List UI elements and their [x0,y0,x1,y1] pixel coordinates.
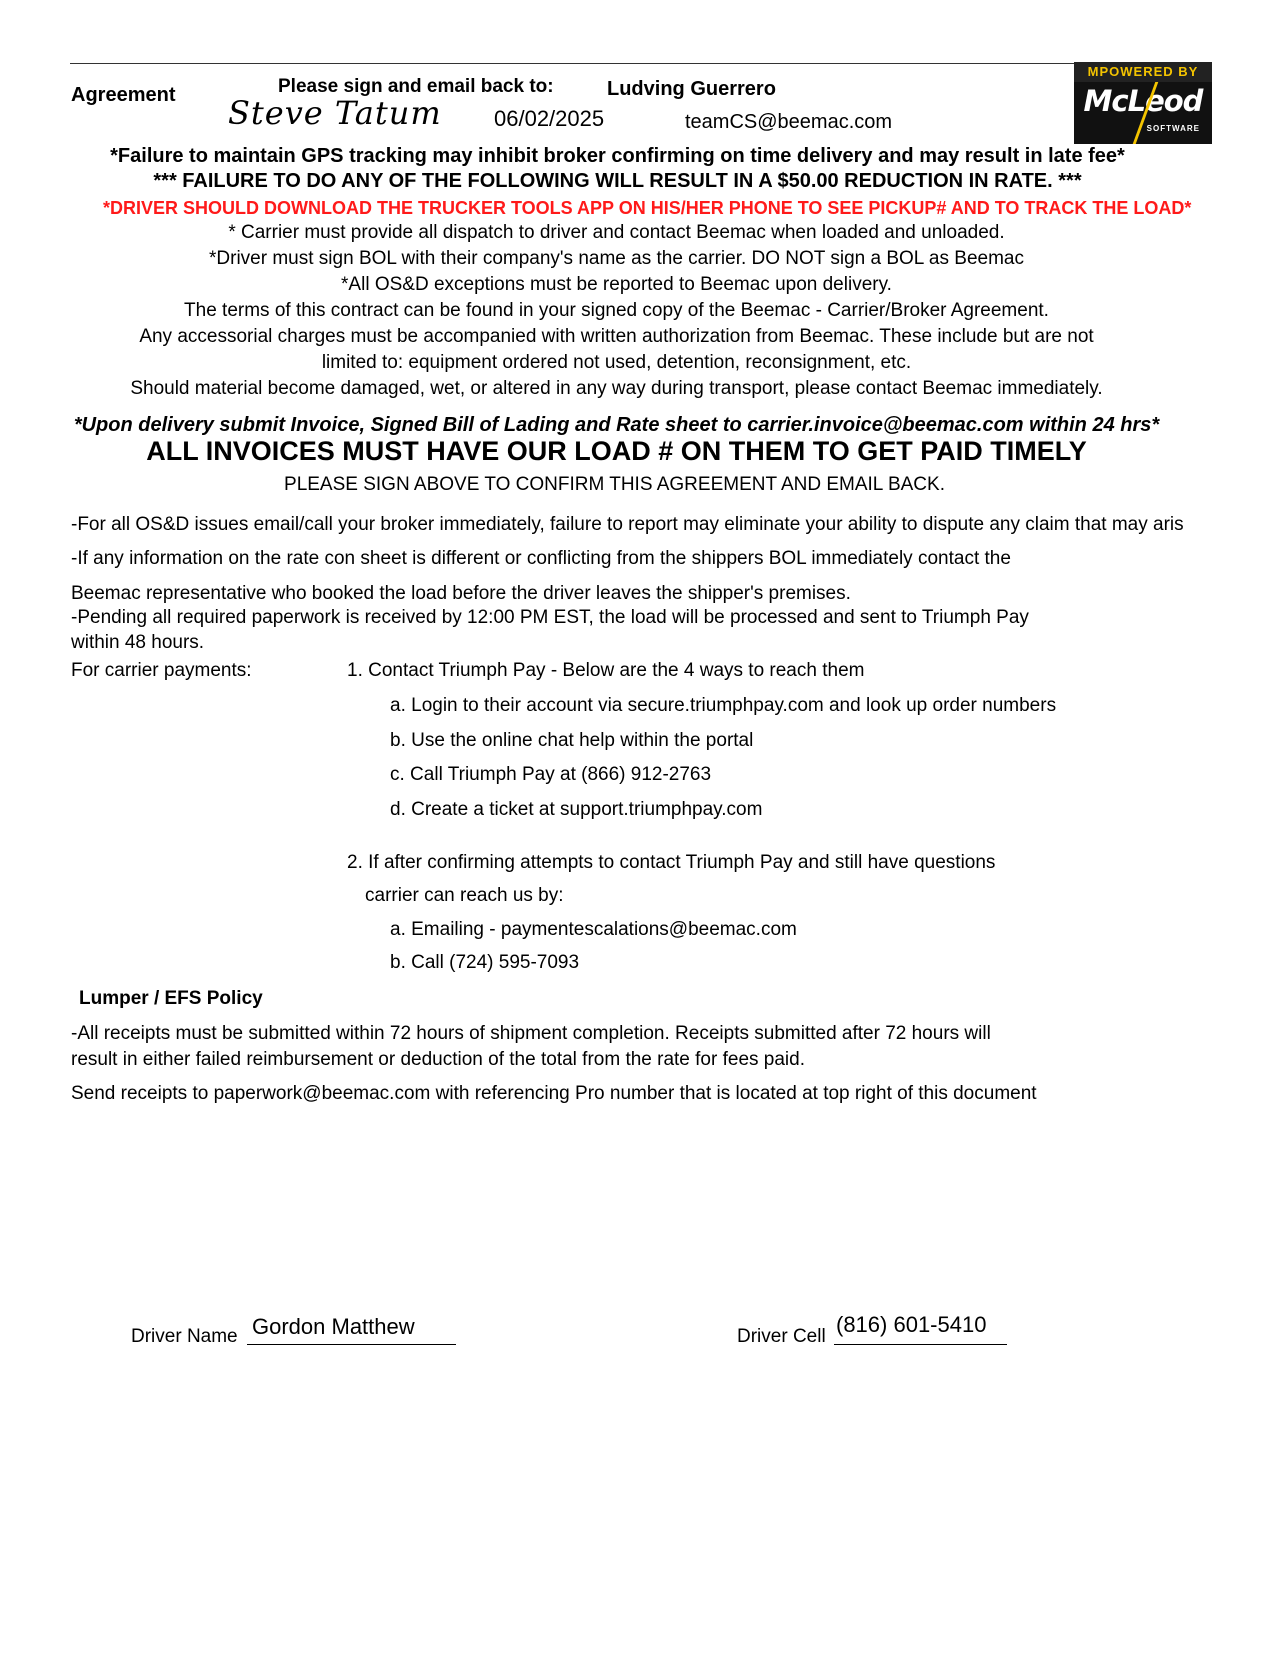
invoice-headline: ALL INVOICES MUST HAVE OUR LOAD # ON THEM TO GET PAID TIMELY [146,436,1087,466]
signature-date: 06/02/2025 [494,106,605,131]
logo-main-text: McLeod [1083,84,1203,118]
signature: Steve Tatum [228,94,442,132]
logo-top-text: MPOWERED BY [1074,62,1212,82]
lumper-line-2: result in either failed reimbursement or deduction of the total from the rate for fees paid. [71,1049,805,1070]
paperwork-line-1: -Pending all required paperwork is received by 12:00 PM EST, the load will be processed and sent to Triumph Pay [71,607,1029,628]
lumper-title: Lumper / EFS Policy [79,988,263,1009]
sign-instruction: Please sign and email back to: [278,76,554,97]
invoice-instruction: *Upon delivery submit Invoice, Signed Bill of Lading and Rate sheet to carrier.invoice@beemac.com within 24 hrs* [73,414,1160,436]
rule-7: Should material become damaged, wet, or altered in any way during transport, please contact Beemac immediately. [130,378,1103,399]
step-2-item-a: a. Emailing - paymentescalations@beemac.com [390,919,797,940]
contact-name: Ludving Guerrero [607,78,776,100]
step-1-item-b: b. Use the online chat help within the portal [390,730,754,751]
gps-warning: *Failure to maintain GPS tracking may inhibit broker confirming on time delivery and may result in late fee* [110,145,1125,167]
sign-confirm: PLEASE SIGN ABOVE TO CONFIRM THIS AGREEMENT AND EMAIL BACK. [284,474,945,495]
mcleod-logo [1074,62,1212,144]
paperwork-line-2: within 48 hours. [71,632,205,653]
osd-line: -For all OS&D issues email/call your broker immediately, failure to report may eliminate your ability to dispute any claim that may aris [71,514,1184,535]
rule-2: *Driver must sign BOL with their company's name as the carrier. DO NOT sign a BOL as Beemac [209,248,1024,269]
payments-label: For carrier payments: [71,660,252,681]
app-notice: *DRIVER SHOULD DOWNLOAD THE TRUCKER TOOLS APP ON HIS/HER PHONE TO SEE PICKUP# AND TO TRACK THE LOAD* [103,198,1192,218]
rule-5: Any accessorial charges must be accompanied with written authorization from Beemac. These include but are not [139,326,1094,347]
reduction-warning: *** FAILURE TO DO ANY OF THE FOLLOWING WILL RESULT IN A $50.00 REDUCTION IN RATE. *** [153,170,1082,192]
payment-step-2-cont: carrier can reach us by: [365,885,564,906]
payment-step-2: 2. If after confirming attempts to contact Triumph Pay and still have questions [347,852,996,873]
driver-name-label: Driver Name [131,1326,238,1347]
step-1-item-d: d. Create a ticket at support.triumphpay.com [390,799,763,820]
top-rule [70,63,1212,64]
payment-step-1: 1. Contact Triumph Pay - Below are the 4 ways to reach them [347,660,865,681]
agreement-label: Agreement [71,84,176,106]
contact-email: teamCS@beemac.com [685,111,893,133]
lumper-line-3: Send receipts to paperwork@beemac.com with referencing Pro number that is located at top right of this document [71,1083,1037,1104]
logo-sub-text: SOFTWARE [1146,124,1200,133]
lumper-line-1: -All receipts must be submitted within 72 hours of shipment completion. Receipts submitted after 72 hours will [71,1023,991,1044]
rule-4: The terms of this contract can be found in your signed copy of the Beemac - Carrier/Broker Agreement. [184,300,1049,321]
step-1-item-c: c. Call Triumph Pay at (866) 912-2763 [390,764,712,785]
driver-cell-label: Driver Cell [737,1326,826,1347]
conflict-line-2: Beemac representative who booked the load before the driver leaves the shipper's premises. [71,583,851,604]
driver-name-value: Gordon Matthew [252,1314,415,1339]
conflict-line-1: -If any information on the rate con sheet is different or conflicting from the shippers BOL immediately contact the [71,548,1011,569]
rule-6: limited to: equipment ordered not used, detention, reconsignment, etc. [321,352,912,373]
step-1-item-a: a. Login to their account via secure.triumphpay.com and look up order numbers [390,695,1057,716]
rule-3: *All OS&D exceptions must be reported to Beemac upon delivery. [341,274,892,295]
rule-1: * Carrier must provide all dispatch to driver and contact Beemac when loaded and unloaded. [228,222,1005,243]
step-2-item-b: b. Call (724) 595-7093 [390,952,580,973]
driver-cell-value: (816) 601-5410 [836,1312,987,1337]
